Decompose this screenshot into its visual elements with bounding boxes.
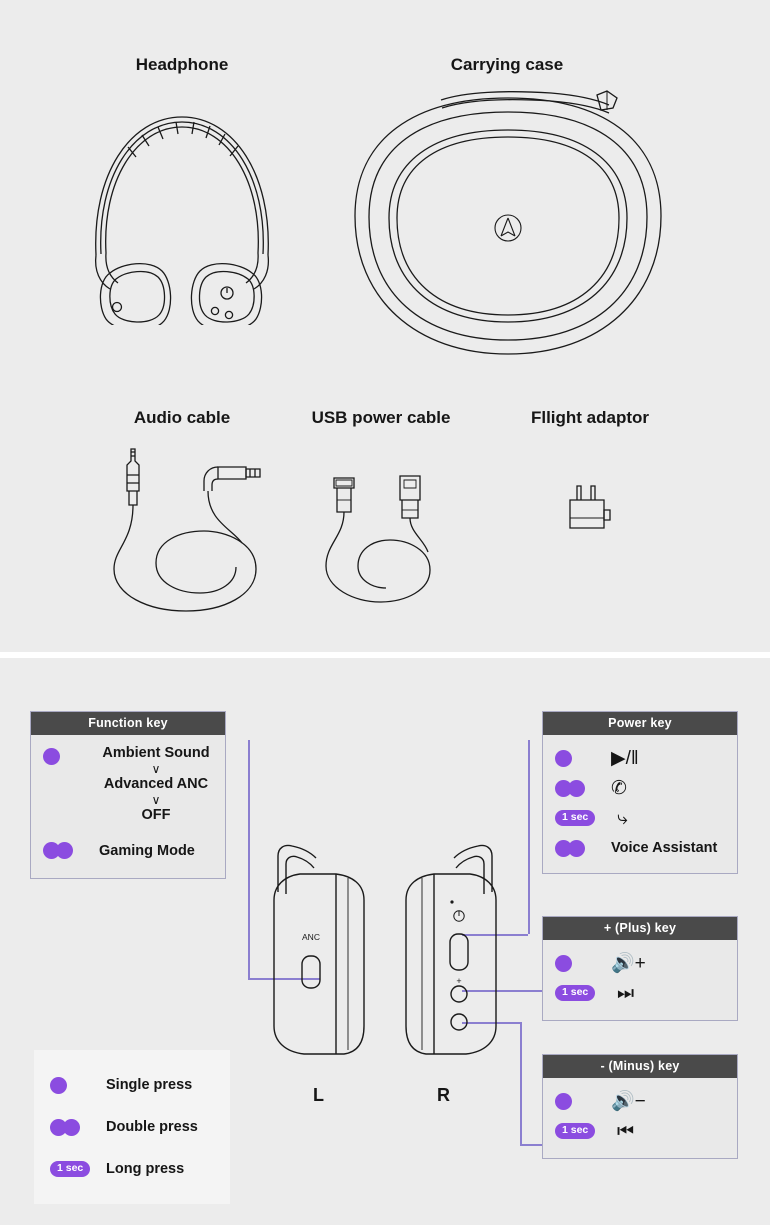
- earcup-label-left: L: [313, 1085, 324, 1105]
- answer-call-icon: ✆: [611, 777, 627, 799]
- wire-function-key-v: [248, 740, 250, 978]
- callout-plus-key: [542, 916, 738, 1021]
- reject-call-icon: ⤷: [617, 807, 628, 829]
- single-press-dot: [50, 1077, 67, 1094]
- legend-single-press-label: Single press: [106, 1077, 193, 1093]
- earcup-label-right: R: [437, 1085, 450, 1105]
- earcups-illustration: [252, 838, 520, 1078]
- item-title-headphone: Headphone: [135, 55, 229, 74]
- callout-function-key: [30, 711, 226, 879]
- volume-down-icon: 🔊−: [611, 1090, 646, 1112]
- svg-text:+: +: [456, 976, 462, 986]
- svg-text:ANC: ANC: [302, 932, 320, 942]
- function-chain-advanced-anc: Advanced ANC: [103, 776, 209, 793]
- callout-power-key: [542, 711, 738, 874]
- single-press-dot: [555, 955, 572, 972]
- item-title-usb-power-cable: USB power cable: [311, 408, 451, 427]
- flight-adaptor-illustration: [560, 478, 622, 540]
- item-title-flight-adaptor: Fllight adaptor: [530, 408, 650, 427]
- callout-title-power-key: Power key: [543, 712, 737, 735]
- callout-title-function-key: Function key: [31, 712, 225, 735]
- usb-cable-illustration: [320, 470, 440, 615]
- single-press-dot: [555, 1093, 572, 1110]
- wire-minus-key-v: [520, 1022, 522, 1144]
- wire-minus-key-h2: [520, 1144, 542, 1146]
- long-press-badge: 1 sec: [555, 985, 595, 1001]
- wire-power-key-v: [528, 740, 530, 934]
- function-chain-off: OFF: [141, 807, 171, 824]
- legend-long-press-label: Long press: [106, 1161, 185, 1177]
- double-press-dots: [43, 842, 73, 859]
- single-press-dot: [555, 750, 572, 767]
- audio-cable-illustration: [100, 445, 270, 620]
- double-press-dots: [50, 1119, 80, 1136]
- long-press-badge: 1 sec: [555, 810, 595, 826]
- single-press-dot: [43, 748, 60, 765]
- chevron-down-icon: ∨: [151, 761, 161, 776]
- previous-track-icon: ⏮: [617, 1120, 635, 1142]
- double-press-dots: [555, 780, 585, 797]
- controls-diagram-panel: [0, 658, 770, 1225]
- legend-box: [34, 1050, 230, 1204]
- function-chain-ambient-sound: Ambient Sound: [102, 745, 210, 761]
- double-press-dots: [555, 840, 585, 857]
- callout-title-minus-key: - (Minus) key: [543, 1055, 737, 1078]
- item-title-carrying-case: Carrying case: [450, 55, 564, 74]
- power-voice-assistant-label: Voice Assistant: [611, 840, 718, 856]
- chevron-down-icon: ∨: [151, 792, 161, 807]
- legend-double-press-label: Double press: [106, 1119, 198, 1135]
- item-title-audio-cable: Audio cable: [133, 408, 231, 427]
- long-press-badge: 1 sec: [555, 1123, 595, 1139]
- function-gaming-mode-label: Gaming Mode: [99, 842, 195, 859]
- volume-up-icon: 🔊+: [611, 952, 646, 974]
- long-press-badge: 1 sec: [50, 1161, 90, 1177]
- headphone-illustration: [82, 95, 282, 325]
- play-pause-icon: ▶/‖: [611, 747, 639, 769]
- callout-minus-key: [542, 1054, 738, 1159]
- next-track-icon: ⏭: [617, 982, 635, 1004]
- carrying-case-illustration: [345, 86, 671, 366]
- callout-title-plus-key: + (Plus) key: [543, 917, 737, 940]
